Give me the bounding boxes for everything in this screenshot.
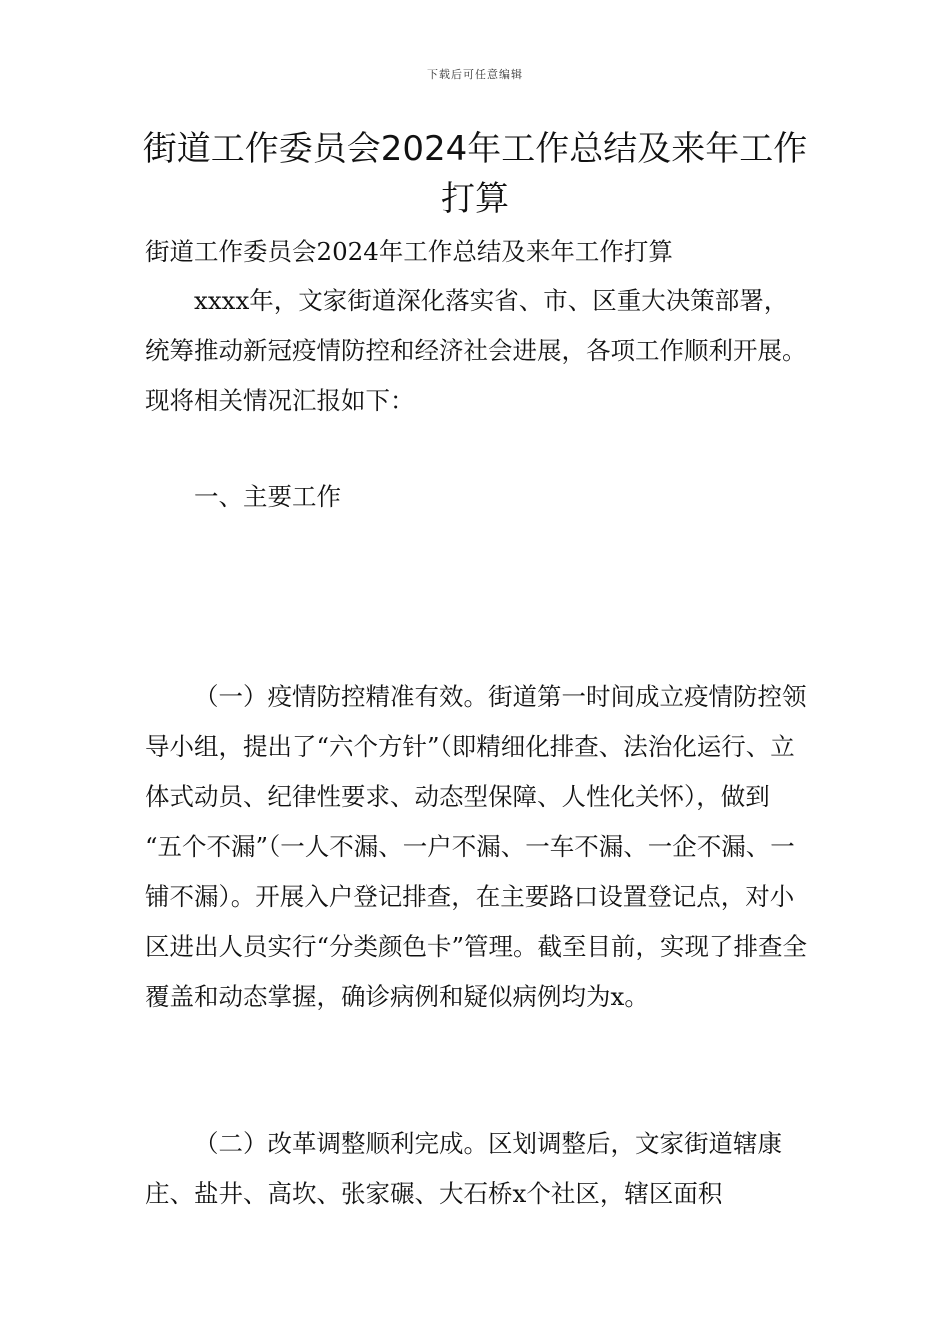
- document-subtitle: 街道工作委员会2024年工作总结及来年工作打算: [145, 237, 673, 266]
- section-heading-main-work: 一、主要工作: [194, 482, 341, 511]
- header-note: 下载后可任意编辑: [427, 68, 523, 81]
- paragraph-epidemic-control: （一）疫情防控精准有效。街道第一时间成立疫情防控领导小组，提出了“六个方针”（即精细化排查、法治化运行、立体式动员、纪律性要求、动态型保障、人性化关怀），做到 “五个不漏”（一人不漏、一户不漏、一车不漏、一企不漏、一铺不漏）。开展入户登记排查，在主要路口设置登记点，对小区进出人员实行“分类颜色卡”管理。截至目前，实现了排查全覆盖和动态掌握，确诊病例和疑似病例均为x。: [145, 682, 808, 1011]
- intro-paragraph: xxxx年，文家街道深化落实省、市、区重大决策部署，统筹推动新冠疫情防控和经济社会进展，各项工作顺利开展。现将相关情况汇报如下：: [145, 286, 807, 415]
- document-title: 街道工作委员会2024年工作总结及来年工作打算: [142, 129, 808, 219]
- paragraph-reform-adjustment: （二）改革调整顺利完成。区划调整后，文家街道辖康庄、盐井、高坎、张家碾、大石桥x个社区，辖区面积: [145, 1129, 782, 1208]
